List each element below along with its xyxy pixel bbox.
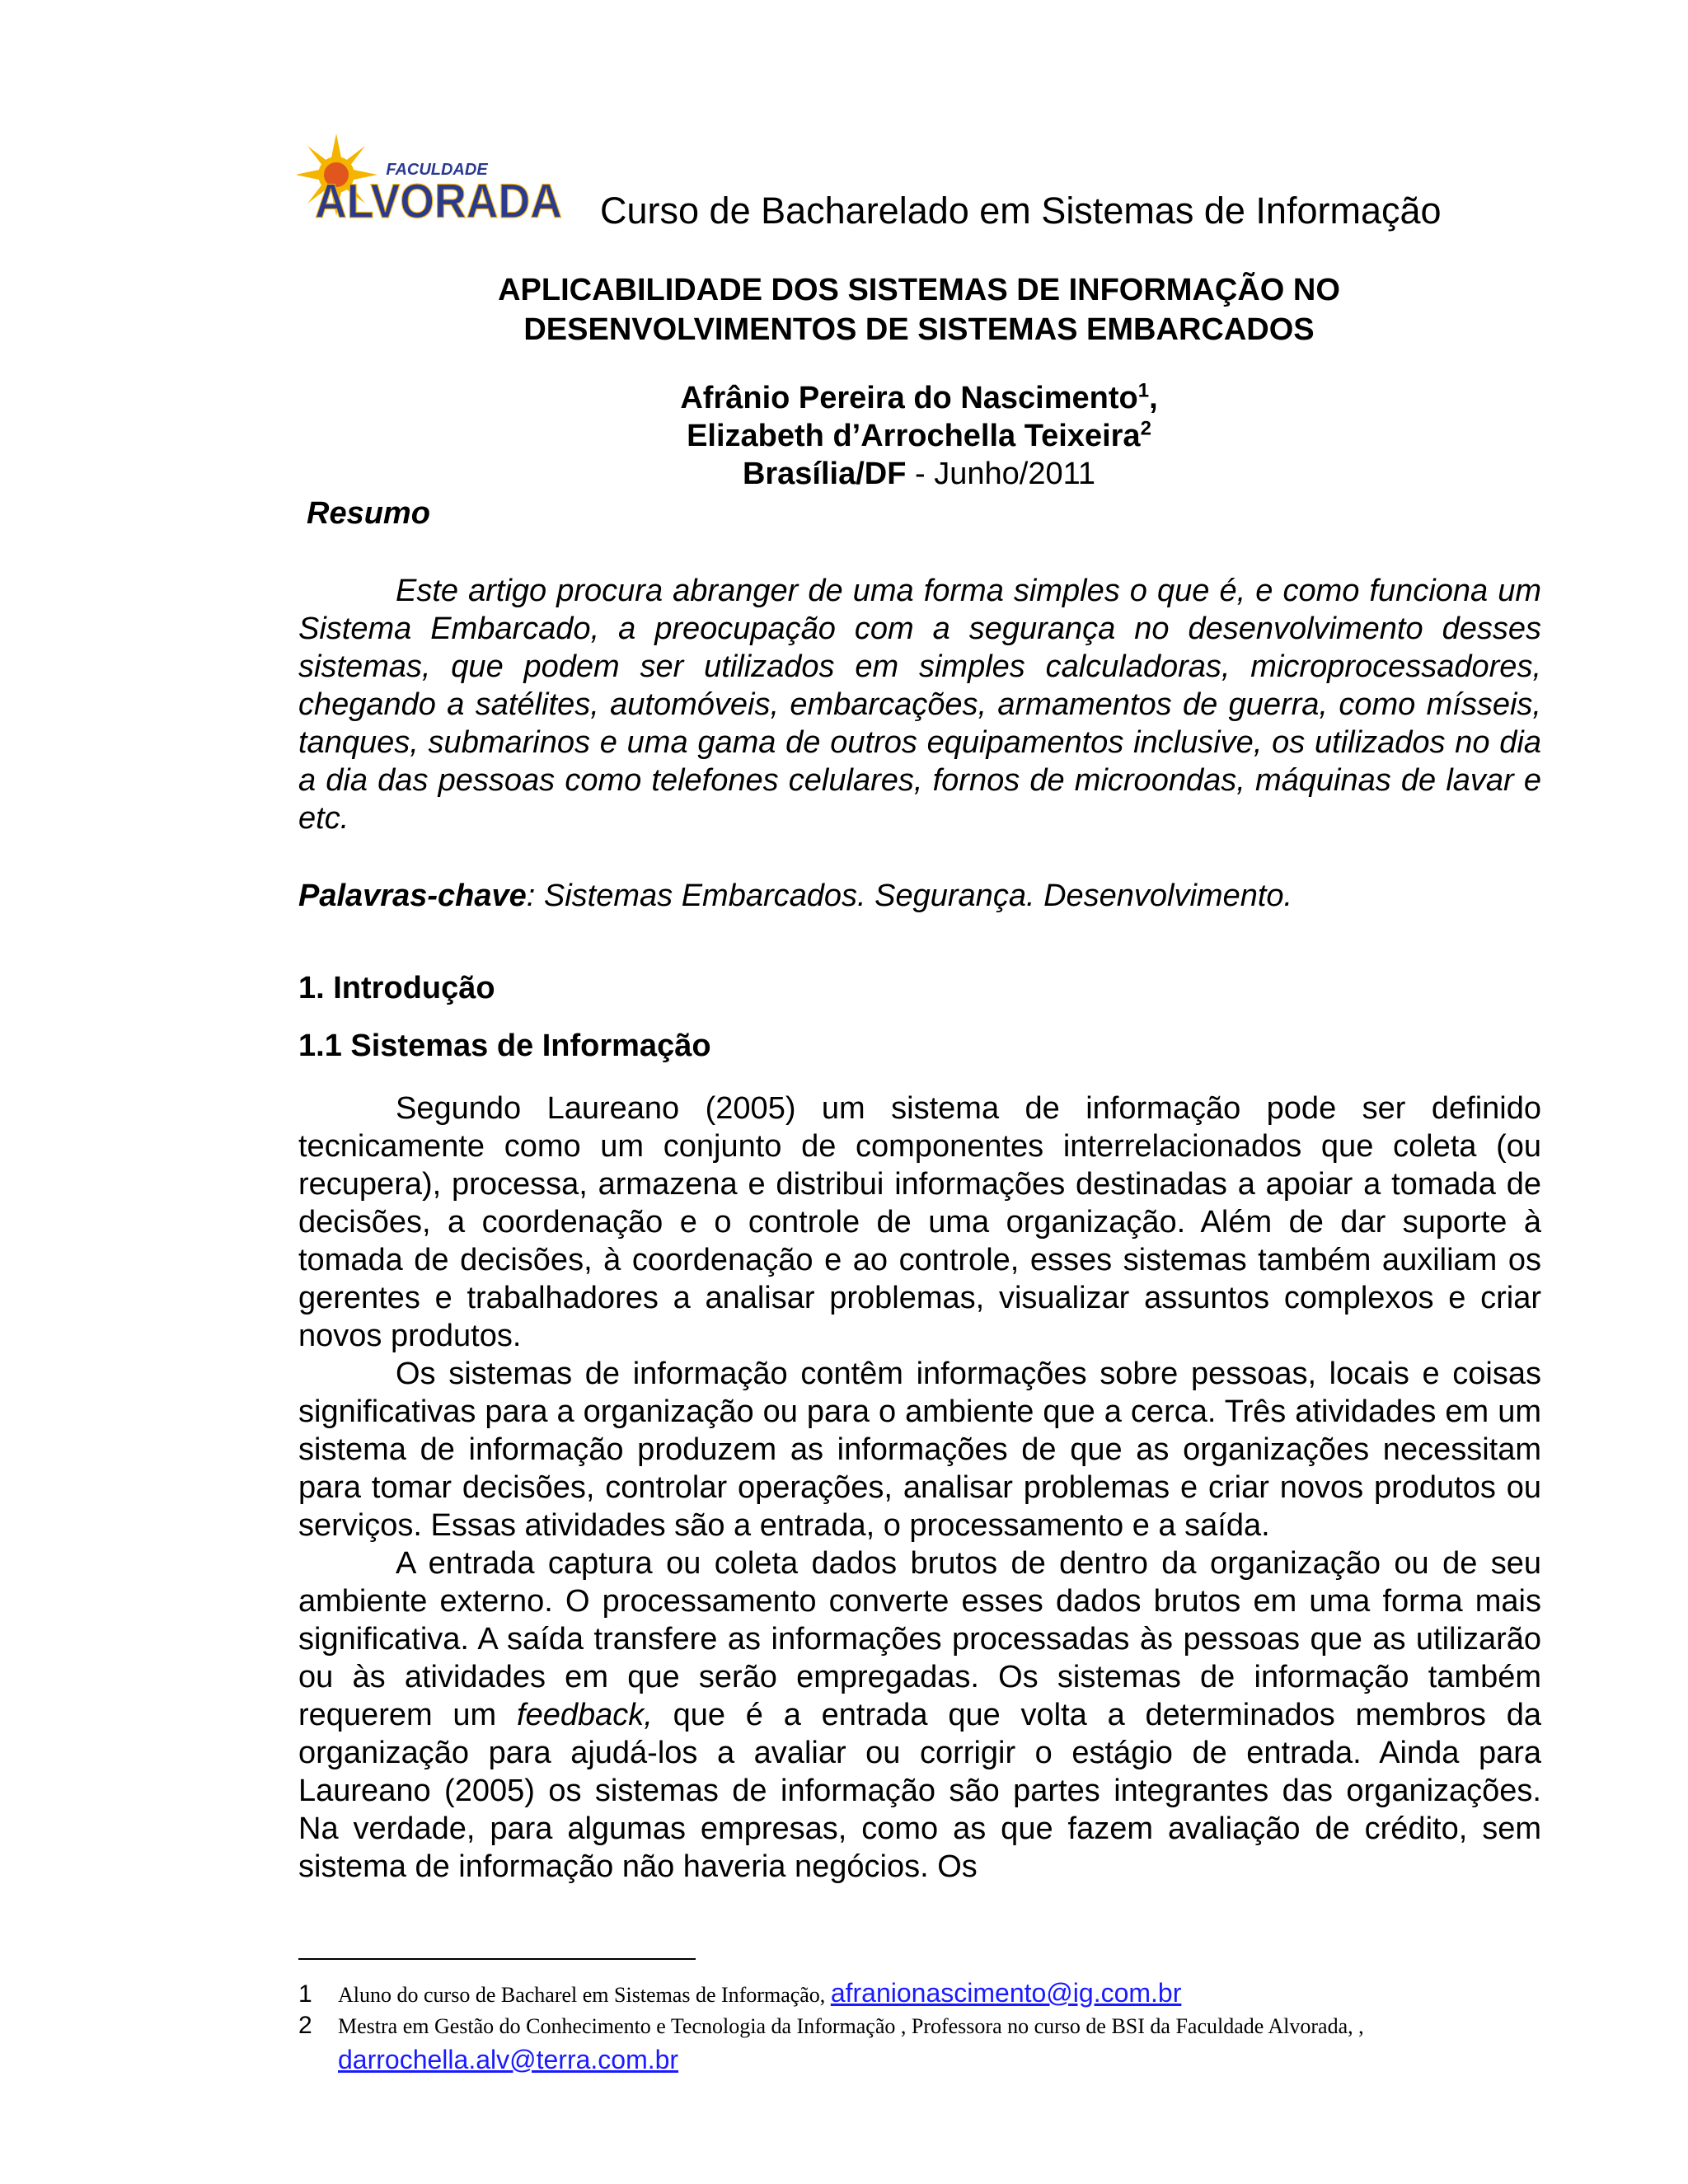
footnote-mark-1: 1: [1137, 379, 1150, 402]
intro-paragraph-2: Os sistemas de informação contêm informações sobre pessoas, locais e coisas significativas para a organização ou para o ambiente que a cerca. Três atividades em um sistema de informação produzem as informações de que as organizações necessitam para tomar decisões, controlar operações, analisar problemas e criar novos produtos ou serviços. Essas atividades são a entrada, o processamento e a saída.: [298, 1357, 1541, 1543]
author-block: [297, 379, 1541, 493]
place: Brasília/DF: [742, 457, 907, 491]
abstract: [298, 572, 1541, 837]
title-line-1: APLICABILIDADE DOS SISTEMAS DE INFORMAÇÃO NO: [498, 273, 1340, 307]
author-1: [297, 379, 1541, 417]
faculdade-alvorada-logo: [297, 132, 569, 231]
footnote-1-text: Aluno do curso de Bacharel em Sistemas de Informação,: [338, 1983, 831, 2007]
paper-title: [297, 270, 1541, 349]
place-date: [297, 455, 1541, 493]
author-1-name: Afrânio Pereira do Nascimento: [680, 381, 1138, 415]
intro-paragraph-3-part-b: que é a entrada que volta a determinados membros da organização para ajudá-los a avaliar ou corrigir o estágio de entrada. Ainda para Laureano (2005) os sistemas de informação são partes integrantes das organizações. Na verdade, para algumas empresas, como as que fazem avaliação de crédito, sem sistema de informação não haveria negócios. Os: [298, 1698, 1541, 1884]
date: - Junho/2011: [906, 457, 1096, 491]
author-2-name: Elizabeth d’Arrochella Teixeira: [687, 419, 1141, 453]
course-title: Curso de Bacharelado em Sistemas de Informação: [600, 190, 1442, 232]
footnote-divider: [298, 1958, 696, 1960]
author-2: [297, 417, 1541, 455]
keywords: [298, 877, 1541, 915]
abstract-heading: Resumo: [307, 496, 430, 531]
abstract-paragraph: Este artigo procura abranger de uma forma simples o que é, e como funciona um Sistema Embarcado, a preocupação com a segurança no desenvolvimento desses sistemas, que podem ser utilizados em simples calculadoras, microprocessadores, chegando a satélites, automóveis, embarcações, armamentos de guerra, como mísseis, tanques, submarinos e uma gama de outros equipamentos inclusive, os utilizados no dia a dia das pessoas como telefones celulares, fornos de microondas, máquinas de lavar e etc.: [298, 574, 1541, 836]
footnote-mark-2: 2: [1140, 417, 1151, 440]
footnote-2-email-link[interactable]: darrochella.alv@terra.com.br: [338, 2045, 679, 2074]
logo-top-text: FACULDADE: [386, 161, 488, 179]
intro-paragraph-1: Segundo Laureano (2005) um sistema de informação pode ser definido tecnicamente como um conjunto de componentes interrelacionados que coleta (ou recupera), processa, armazena e distribui informações destinadas a apoiar a tomada de decisões, a coordenação e o controle de uma organização. Além de dar suporte à tomada de decisões, à coordenação e ao controle, esses sistemas também auxiliam os gerentes e trabalhadores a analisar problemas, visualizar assuntos complexos e criar novos produtos.: [298, 1091, 1541, 1353]
footnote-2: [298, 2009, 1551, 2079]
feedback-term: feedback,: [517, 1698, 653, 1732]
subsection-heading-information-systems: 1.1 Sistemas de Informação: [298, 1029, 711, 1063]
sun-logo-icon: [297, 132, 569, 231]
keywords-list: : Sistemas Embarcados. Segurança. Desenvolvimento.: [526, 879, 1293, 913]
intro-paragraph-3: [298, 1544, 1541, 1886]
footnote-1-email-link[interactable]: afranionascimento@ig.com.br: [830, 1978, 1182, 2008]
intro-paragraph-3-part-a: A entrada captura ou coleta dados brutos de dentro da organização ou de seu ambiente externo. O processamento converte esses dados brutos em uma forma mais significativa. A saída transfere as informações processadas às pessoas que as utilizarão ou às atividades em que serão empregadas. Os sistemas de informação também requerem um: [298, 1546, 1541, 1732]
footnote-2-number: 2: [298, 2012, 312, 2039]
logo-main-text: ALVORADA: [315, 175, 562, 228]
footnote-2-text: Mestra em Gestão do Conhecimento e Tecnologia da Informação , Professora no curso de BSI da Faculdade Alvorada, ,: [338, 2014, 1364, 2038]
author-separator: ,: [1149, 381, 1158, 415]
title-line-2: DESENVOLVIMENTOS DE SISTEMAS EMBARCADOS: [523, 312, 1315, 347]
footnote-1-number: 1: [298, 1980, 312, 2008]
footnote-1: [298, 1976, 1551, 2012]
section-heading-introduction: 1. Introdução: [298, 971, 495, 1005]
introduction-body: [298, 1090, 1541, 1886]
keywords-label: Palavras-chave: [298, 879, 527, 913]
